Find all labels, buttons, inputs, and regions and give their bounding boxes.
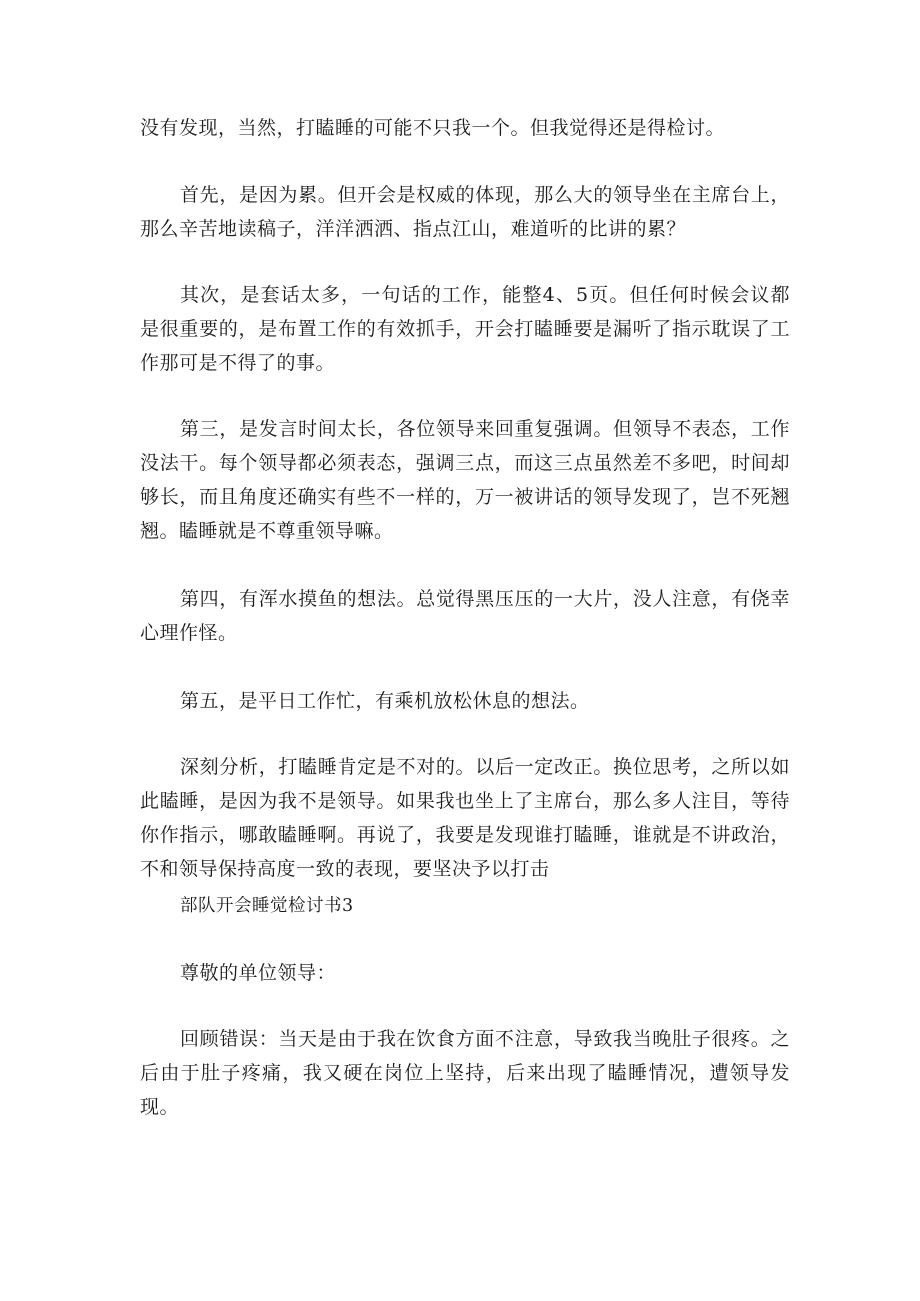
paragraph-fourth-reason: 第四，有浑水摸鱼的想法。总觉得黑压压的一大片，没人注意，有侥幸心理作怪。 — [140, 588, 790, 644]
paragraph-analysis: 深刻分析，打瞌睡肯定是不对的。以后一定改正。换位思考，之所以如此瞌睡，是因为我不是领导。如果我也坐上了主席台，那么多人注目，等待你作指示，哪敢瞌睡啊。再说了，我要是发现谁打瞌睡，谁就是不讲政治，不和领导保持高度一致的表现，要坚决予以打击 — [140, 756, 790, 880]
paragraph-first-reason: 首先，是因为累。但开会是权威的体现，那么大的领导坐在主席台上，那么辛苦地读稿子，洋洋洒洒、指点江山，难道听的比讲的累？ — [140, 184, 790, 240]
paragraph-second-reason: 其次，是套话太多，一句话的工作，能整4、5页。但任何时候会议都是很重要的，是布置工作的有效抓手，开会打瞌睡要是漏听了指示耽误了工作那可是不得了的事。 — [140, 284, 790, 374]
paragraph-third-reason: 第三，是发言时间太长，各位领导来回重复强调。但领导不表态，工作没法干。每个领导都必须表态，强调三点，而这三点虽然差不多吧，时间却够长，而且角度还确实有些不一样的，万一被讲话的领导发现了，岂不死翘翘。瞌睡就是不尊重领导嘛。 — [140, 418, 790, 542]
paragraph-review: 回顾错误：当天是由于我在饮食方面不注意，导致我当晚肚子很疼。之后由于肚子疼痛，我又硬在岗位上坚持，后来出现了瞌睡情况，遭领导发现。 — [140, 1028, 790, 1118]
salutation: 尊敬的单位领导： — [180, 962, 337, 984]
paragraph-fifth-reason: 第五，是平日工作忙，有乘机放松休息的想法。 — [180, 690, 590, 712]
section-title: 部队开会睡觉检讨书3 — [180, 896, 354, 916]
paragraph-continuation: 没有发现，当然，打瞌睡的可能不只我一个。但我觉得还是得检讨。 — [140, 117, 726, 139]
